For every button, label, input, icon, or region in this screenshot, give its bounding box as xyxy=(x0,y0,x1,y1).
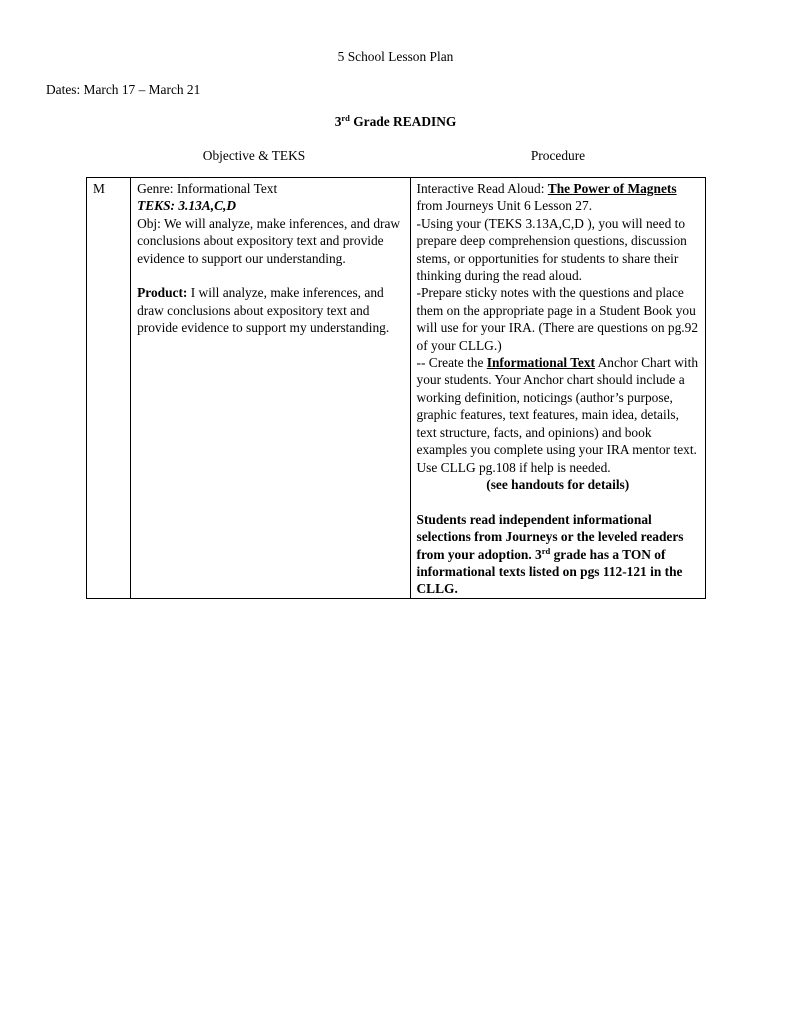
product-text: I will analyze, make inferences, and draw conclusions about expository text and provide evidence to support my understanding. xyxy=(137,285,390,336)
ira-line xyxy=(417,180,700,197)
grade-suffix: rd xyxy=(341,113,350,123)
independent-sup: rd xyxy=(541,545,551,556)
independent-part-b: grade has a TON of informational texts listed on pgs 112-121 in the CLLG. xyxy=(416,546,683,597)
grade-number: 3 xyxy=(334,114,342,129)
independent-reading-text xyxy=(417,511,700,598)
column-header-objective: Objective & TEKS xyxy=(202,148,306,163)
handouts-note: (see handouts for details) xyxy=(486,476,630,492)
dates-line: Dates: March 17 – March 21 xyxy=(46,82,201,97)
step3-text: Anchor Chart with your students. Your Anchor chart should include a working definition, noticings (author’s purpose, graphic features, text features, main idea, details, text structure, facts, and opinions) and book examples you complete using your IRA mentor text. Use CLLG pg.108 if help is needed. xyxy=(416,355,699,475)
grade-heading xyxy=(0,113,791,130)
independent-part-a: Students read independent informational selections from Journeys or the leveled readers from your adoption. 3 xyxy=(416,511,684,562)
objective-text: Obj: We will analyze, make inferences, and draw conclusions about expository text and provide evidence to support our understanding. xyxy=(137,215,401,266)
document-title: 5 School Lesson Plan xyxy=(337,49,454,64)
procedure-cell xyxy=(410,178,706,599)
day-cell: M xyxy=(87,178,131,599)
table-row xyxy=(87,178,706,599)
spacer xyxy=(137,267,403,284)
product-paragraph xyxy=(137,284,403,336)
ira-prefix: Interactive Read Aloud: xyxy=(416,181,548,196)
ira-title: The Power of Magnets xyxy=(547,181,677,196)
teks-text: TEKS: 3.13A,C,D xyxy=(137,198,237,214)
procedure-step-2: -Prepare sticky notes with the questions and place them on the appropriate page in a Student Book you will use for your IRA. (There are questions on pg.92 of your CLLG.) xyxy=(416,285,699,353)
procedure-step-3 xyxy=(417,354,700,476)
objective-cell xyxy=(131,178,410,599)
column-header-procedure: Procedure xyxy=(530,148,586,163)
genre-text: Genre: Informational Text xyxy=(137,181,278,196)
grade-subject: Grade READING xyxy=(349,114,457,129)
lesson-plan-table xyxy=(86,177,706,599)
ira-source: from Journeys Unit 6 Lesson 27. xyxy=(416,198,593,214)
step3-title: Informational Text xyxy=(486,355,596,371)
procedure-step-1: -Using your (TEKS 3.13A,C,D ), you will need to prepare deep comprehension questions, discussion stems, or opportunities for students to share their thinking during the read aloud. xyxy=(416,215,687,284)
product-label: Product: xyxy=(137,285,188,301)
spacer xyxy=(417,493,700,510)
step3-prefix: -- Create the xyxy=(416,355,487,371)
